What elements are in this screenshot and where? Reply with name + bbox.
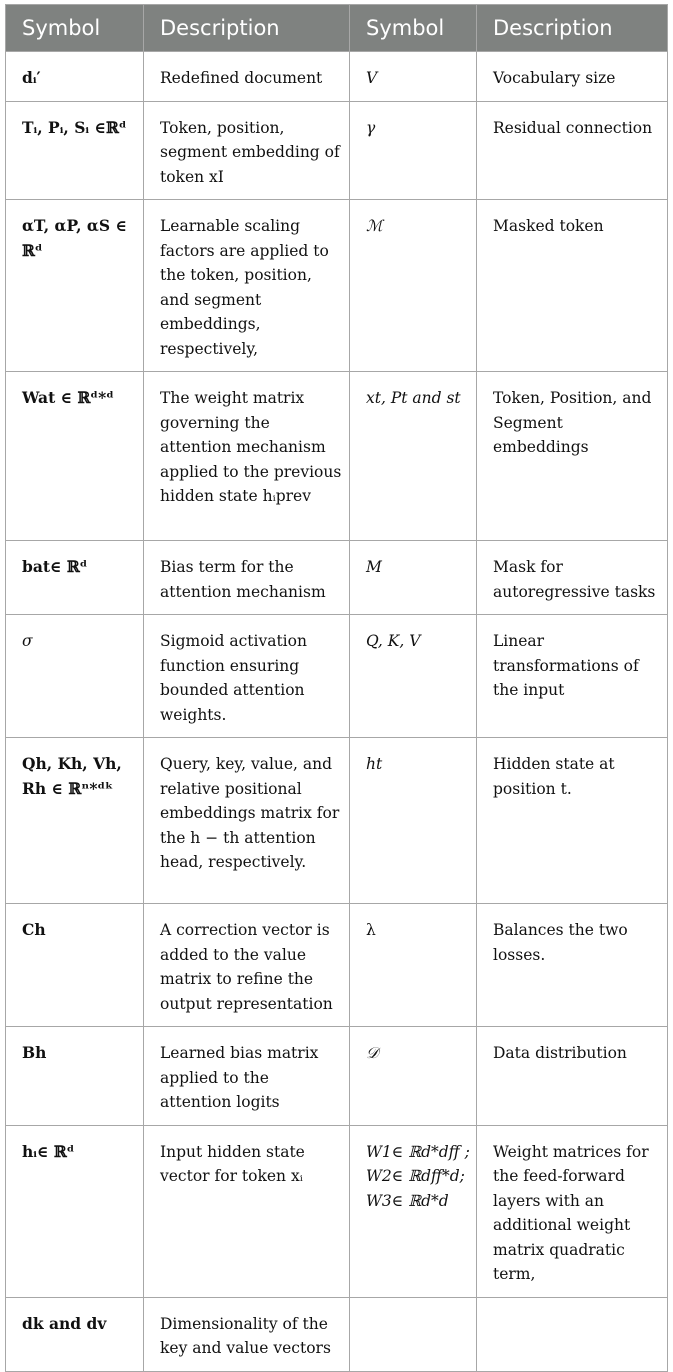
symbol-cell: ℳ [350, 200, 477, 372]
table-row [6, 1027, 668, 1126]
symbol-cell: W1∈ ℝd*dff ; W2∈ ℝdff*d; W3∈ ℝd*d [350, 1125, 477, 1297]
symbol: bat∈ ℝᵈ [22, 557, 88, 576]
description-cell: Query, key, value, and relative positional embeddings matrix for the h − th attention head, respectively. [144, 738, 350, 904]
symbol-cell [6, 52, 144, 102]
header-description-2: Description [477, 5, 668, 52]
symbol-cell [6, 101, 144, 200]
symbol: Wat ∈ ℝᵈ*ᵈ [22, 388, 114, 407]
header-description-1: Description [144, 5, 350, 52]
table-row [6, 904, 668, 1027]
symbol-cell: σ [6, 615, 144, 738]
symbol-cell: M [350, 541, 477, 615]
symbol-cell: γ [350, 101, 477, 200]
table-row [6, 101, 668, 200]
symbol: Qh, Kh, Vh, Rh ∈ ℝⁿ*ᵈᵏ [22, 754, 122, 798]
symbol-cell: Q, K, V [350, 615, 477, 738]
symbol: Tᵢ, Pᵢ, Sᵢ ∈ℝᵈ [22, 117, 127, 137]
symbol: hᵢ∈ ℝᵈ [22, 1141, 75, 1161]
table-row [6, 1125, 668, 1297]
symbol-cell [6, 541, 144, 615]
symbol-cell [6, 200, 144, 372]
symbol-cell [6, 738, 144, 904]
symbol-table [5, 4, 668, 1372]
symbol: Bh [22, 1043, 47, 1062]
description-cell: Weight matrices for the feed-forward layers with an additional weight matrix quadratic term, [477, 1125, 668, 1297]
symbol-cell [6, 1027, 144, 1126]
description-cell: Learned bias matrix applied to the attention logits [144, 1027, 350, 1126]
table-row [6, 615, 668, 738]
description-cell: The weight matrix governing the attention mechanism applied to the previous hidden state hᵢprev [144, 372, 350, 541]
symbol-cell [6, 1297, 144, 1371]
description-cell: Vocabulary size [477, 52, 668, 102]
description-cell: Bias term for the attention mechanism [144, 541, 350, 615]
table-row [6, 541, 668, 615]
symbol-cell [6, 1125, 144, 1297]
table-row [6, 372, 668, 541]
description-cell: Residual connection [477, 101, 668, 200]
symbol: dk and dv [22, 1313, 107, 1333]
symbol-cell: ht [350, 738, 477, 904]
header-symbol-2: Symbol [350, 5, 477, 52]
table-row [6, 1297, 668, 1371]
description-cell: Dimensionality of the key and value vectors [144, 1297, 350, 1371]
symbol-cell [6, 904, 144, 1027]
symbol: dᵢ′ [22, 68, 41, 87]
description-cell: Data distribution [477, 1027, 668, 1126]
symbol-cell [6, 372, 144, 541]
symbol-cell: 𝒟 [350, 1027, 477, 1126]
description-cell: Balances the two losses. [477, 904, 668, 1027]
symbol-cell: V [350, 52, 477, 102]
description-cell: Token, Position, and Segment embeddings [477, 372, 668, 541]
header-row [6, 5, 668, 52]
description-cell: Linear transformations of the input [477, 615, 668, 738]
header-symbol-1: Symbol [6, 5, 144, 52]
description-cell: Input hidden state vector for token xᵢ [144, 1125, 350, 1297]
symbol: Ch [22, 920, 46, 939]
description-cell [477, 1297, 668, 1371]
description-cell: Mask for autoregressive tasks [477, 541, 668, 615]
description-cell: Redefined document [144, 52, 350, 102]
symbol: αT, αP, αS ∈ ℝᵈ [22, 216, 127, 260]
description-cell: Token, position, segment embedding of token xI [144, 101, 350, 200]
symbol-cell: λ [350, 904, 477, 1027]
symbol-cell: xt, Pt and st [350, 372, 477, 541]
description-cell: Masked token [477, 200, 668, 372]
description-cell: Sigmoid activation function ensuring bounded attention weights. [144, 615, 350, 738]
table-row [6, 200, 668, 372]
description-cell: A correction vector is added to the value matrix to refine the output representation [144, 904, 350, 1027]
table-row [6, 738, 668, 904]
description-cell: Learnable scaling factors are applied to the token, position, and segment embeddings, respectively, [144, 200, 350, 372]
description-cell: Hidden state at position t. [477, 738, 668, 904]
table-row [6, 52, 668, 102]
symbol-cell [350, 1297, 477, 1371]
